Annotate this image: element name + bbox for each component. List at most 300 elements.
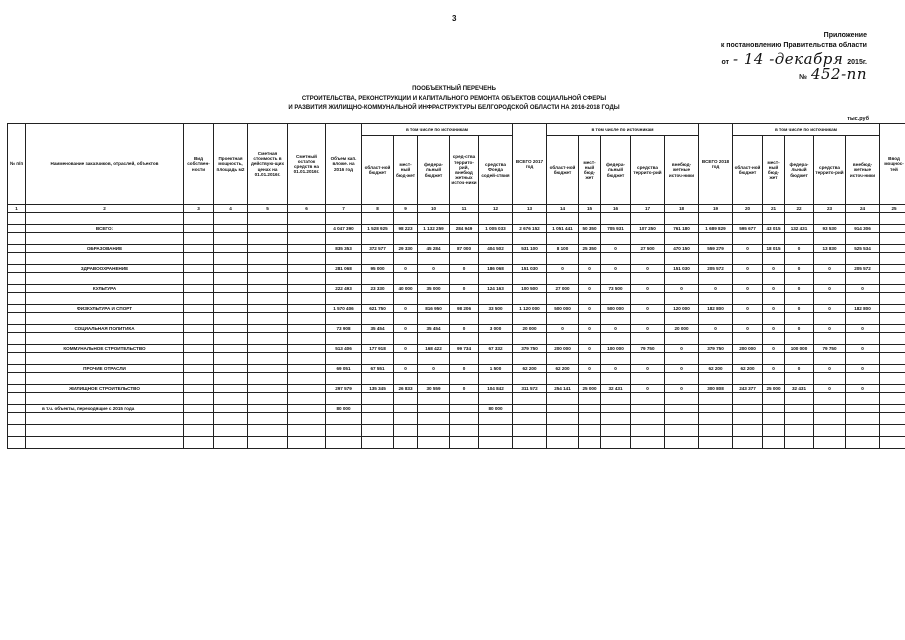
value-cell-col-21: 25 000: [763, 385, 785, 393]
header-ownership: Вид собствен-ности: [184, 124, 214, 205]
value-cell-col-9: 0: [394, 345, 418, 353]
empty-cell: [26, 393, 184, 405]
value-cell-col-23: 0: [814, 325, 846, 333]
ownership-cell: [184, 385, 214, 393]
empty-cell: [26, 313, 184, 325]
value-cell-col-14: 0: [547, 325, 579, 333]
ownership-cell: [184, 285, 214, 293]
empty-cell: [785, 353, 814, 365]
value-cell-col-7: 835 353: [326, 245, 362, 253]
empty-cell: [846, 393, 880, 405]
value-cell-col-16: 100 000: [601, 345, 631, 353]
value-cell-col-7: 513 406: [326, 345, 362, 353]
empty-cell: [394, 393, 418, 405]
value-cell-col-15: 50 350: [579, 225, 601, 233]
empty-cell: [665, 253, 699, 265]
table-row: [8, 285, 905, 293]
empty-cell: [631, 437, 665, 449]
ownership-cell: [184, 325, 214, 333]
empty-cell: [326, 213, 362, 225]
column-number: 9: [394, 205, 418, 213]
value-cell-col-24: 0: [846, 365, 880, 373]
value-cell-col-14: 200 000: [547, 345, 579, 353]
empty-cell: [699, 353, 733, 365]
column-number: 21: [763, 205, 785, 213]
empty-cell: [26, 353, 184, 365]
value-cell-col-6: [288, 265, 326, 273]
empty-cell: [394, 293, 418, 305]
value-cell-col-20: 0: [733, 325, 763, 333]
empty-cell: [362, 333, 394, 345]
value-cell-col-18: 151 030: [665, 265, 699, 273]
empty-cell: [26, 437, 184, 449]
value-cell-col-12: 3 000: [479, 325, 513, 333]
empty-cell: [601, 293, 631, 305]
value-cell-col-16: 0: [601, 265, 631, 273]
value-cell-col-11: 0: [450, 385, 479, 393]
value-cell-col-12: 67 332: [479, 345, 513, 353]
header-src-2018: внебюд-жетные источ-ники: [846, 136, 880, 205]
empty-cell: [665, 437, 699, 449]
value-cell-col-22: 0: [785, 285, 814, 293]
empty-cell: [579, 413, 601, 425]
value-cell-col-18: [665, 405, 699, 413]
value-cell-col-25: [880, 365, 905, 373]
value-cell-col-5: [248, 385, 288, 393]
empty-cell: [785, 425, 814, 437]
value-cell-col-21: [763, 405, 785, 413]
empty-cell: [326, 273, 362, 285]
empty-cell: [699, 293, 733, 305]
value-cell-col-25: [880, 245, 905, 253]
empty-cell: [699, 253, 733, 265]
value-cell-col-23: 0: [814, 365, 846, 373]
empty-cell: [785, 413, 814, 425]
column-number: 25: [880, 205, 905, 213]
value-cell-col-8: 135 345: [362, 385, 394, 393]
document-subtitle-line-2: И РАЗВИТИЯ ЖИЛИЩНО-КОММУНАЛЬНОЙ ИНФРАСТРУКТУРЫ БЕЛГОРОДСКОЙ ОБЛАСТИ НА 2016-2018 ГОДЫ: [288, 104, 620, 111]
value-cell-col-12: 186 068: [479, 265, 513, 273]
empty-cell: [579, 437, 601, 449]
empty-cell: [8, 437, 26, 449]
empty-cell: [513, 333, 547, 345]
value-cell-col-5: [248, 325, 288, 333]
empty-cell: [394, 437, 418, 449]
table-row: [8, 325, 905, 333]
empty-cell: [785, 233, 814, 245]
header-src-2016: средства Фонда содей-ствия: [479, 136, 513, 205]
empty-cell: [450, 425, 479, 437]
header-src-2016: мест-ный бюд-жет: [394, 136, 418, 205]
value-cell-col-20: 0: [733, 245, 763, 253]
value-cell-col-22: 0: [785, 305, 814, 313]
empty-cell: [763, 425, 785, 437]
empty-cell: [479, 353, 513, 365]
empty-cell: [763, 233, 785, 245]
table-row: [8, 305, 905, 313]
value-cell-col-5: [248, 345, 288, 353]
empty-cell: [214, 413, 248, 425]
empty-cell: [880, 333, 905, 345]
empty-cell: [450, 393, 479, 405]
header-row-1: [8, 124, 905, 136]
capacity-cell: [214, 325, 248, 333]
empty-cell: [362, 293, 394, 305]
empty-cell: [418, 313, 450, 325]
value-cell-col-22: 100 000: [785, 345, 814, 353]
empty-cell: [880, 253, 905, 265]
value-cell-col-22: 0: [785, 365, 814, 373]
empty-cell: [248, 393, 288, 405]
approval-line-1: Приложение: [823, 32, 867, 39]
empty-cell: [763, 213, 785, 225]
value-cell-col-9: [394, 405, 418, 413]
empty-cell: [665, 373, 699, 385]
value-cell-col-7: 4 047 390: [326, 225, 362, 233]
table-row: [8, 365, 905, 373]
value-cell-col-20: [733, 405, 763, 413]
empty-cell: [362, 437, 394, 449]
value-cell-col-14: [547, 405, 579, 413]
empty-cell: [184, 353, 214, 365]
empty-cell: [479, 413, 513, 425]
empty-cell: [394, 373, 418, 385]
empty-cell: [184, 253, 214, 265]
empty-cell: [579, 253, 601, 265]
empty-cell: [601, 253, 631, 265]
empty-cell: [8, 213, 26, 225]
empty-cell: [394, 425, 418, 437]
value-cell-col-23: 0: [814, 385, 846, 393]
empty-cell: [763, 333, 785, 345]
value-cell-col-12: 1 500: [479, 365, 513, 373]
value-cell-col-15: 0: [579, 325, 601, 333]
value-cell-col-12: 124 163: [479, 285, 513, 293]
empty-cell: [288, 373, 326, 385]
row-name: в т.ч. объекты, переходящие с 2015 года: [26, 405, 184, 413]
value-cell-col-21: 0: [763, 285, 785, 293]
empty-cell: [450, 293, 479, 305]
empty-cell: [184, 333, 214, 345]
empty-cell: [248, 353, 288, 365]
empty-cell: [665, 425, 699, 437]
capacity-cell: [214, 405, 248, 413]
value-cell-col-17: 0: [631, 365, 665, 373]
header-name: Наименование заказчиков, отраслей, объектов: [26, 124, 184, 205]
table-row: [8, 385, 905, 393]
empty-cell: [601, 233, 631, 245]
column-number: 13: [513, 205, 547, 213]
empty-cell: [631, 293, 665, 305]
empty-cell: [880, 293, 905, 305]
row-name: КОММУНАЛЬНОЕ СТРОИТЕЛЬСТВО: [26, 345, 184, 353]
value-cell-col-12: 1 005 033: [479, 225, 513, 233]
empty-cell: [26, 233, 184, 245]
empty-cell: [8, 333, 26, 345]
empty-cell: [26, 413, 184, 425]
header-commissioning: Ввод мощнос-тей: [880, 124, 905, 205]
empty-cell: [547, 253, 579, 265]
empty-cell: [814, 273, 846, 285]
empty-cell: [214, 233, 248, 245]
empty-cell: [547, 333, 579, 345]
empty-cell: [547, 353, 579, 365]
empty-cell: [601, 313, 631, 325]
empty-cell: [418, 333, 450, 345]
empty-cell: [665, 353, 699, 365]
capacity-cell: [214, 365, 248, 373]
value-cell-col-6: [288, 325, 326, 333]
empty-cell: [288, 413, 326, 425]
empty-cell: [184, 313, 214, 325]
value-cell-col-6: [288, 305, 326, 313]
empty-cell: [547, 313, 579, 325]
ownership-cell: [184, 345, 214, 353]
empty-cell: [394, 253, 418, 265]
empty-cell: [733, 233, 763, 245]
value-cell-col-24: 0: [846, 325, 880, 333]
value-cell-col-13: 2 676 152: [513, 225, 547, 233]
empty-cell: [513, 253, 547, 265]
empty-cell: [8, 373, 26, 385]
empty-cell: [248, 373, 288, 385]
value-cell-col-9: 26 833: [394, 385, 418, 393]
row-name: ЗДРАВООХРАНЕНИЕ: [26, 265, 184, 273]
empty-cell: [326, 425, 362, 437]
value-cell-col-22: [785, 405, 814, 413]
empty-cell: [846, 273, 880, 285]
empty-cell: [601, 437, 631, 449]
column-number: 22: [785, 205, 814, 213]
header-total-2018: ВСЕГО 2018 год: [699, 124, 733, 205]
value-cell-col-10: [418, 405, 450, 413]
empty-cell: [733, 313, 763, 325]
empty-row: [8, 233, 905, 245]
row-name: КУЛЬТУРА: [26, 285, 184, 293]
column-number: 18: [665, 205, 699, 213]
empty-cell: [579, 425, 601, 437]
header-remaining: Сметный остаток средств на 01.01.2016г.: [288, 124, 326, 205]
empty-cell: [699, 437, 733, 449]
empty-cell: [326, 437, 362, 449]
approval-number-handwritten: 452-пп: [810, 65, 867, 83]
empty-cell: [184, 425, 214, 437]
empty-cell: [733, 413, 763, 425]
empty-cell: [513, 213, 547, 225]
value-cell-col-13: [513, 405, 547, 413]
empty-cell: [418, 437, 450, 449]
empty-cell: [326, 313, 362, 325]
column-number-row: [8, 205, 905, 213]
value-cell-col-14: 1 051 441: [547, 225, 579, 233]
value-cell-col-19: 62 200: [699, 365, 733, 373]
empty-cell: [631, 413, 665, 425]
header-src-2018: средства террито-рий: [814, 136, 846, 205]
table-row: [8, 405, 905, 413]
value-cell-col-13: 379 750: [513, 345, 547, 353]
empty-cell: [214, 213, 248, 225]
value-cell-col-6: [288, 385, 326, 393]
value-cell-col-20: 595 677: [733, 225, 763, 233]
empty-cell: [479, 273, 513, 285]
value-cell-col-23: 0: [814, 285, 846, 293]
empty-cell: [785, 373, 814, 385]
value-cell-col-16: 0: [601, 325, 631, 333]
header-group-2018: в том числе по источникам: [733, 124, 880, 136]
row-number-cell: [8, 285, 26, 293]
value-cell-col-17: [631, 405, 665, 413]
approval-stamp: [721, 31, 867, 83]
empty-cell: [631, 425, 665, 437]
approval-date-prefix: от: [721, 59, 730, 66]
value-cell-col-5: [248, 225, 288, 233]
header-src-2017: средства террито-рий: [631, 136, 665, 205]
value-cell-col-19: 300 808: [699, 385, 733, 393]
empty-cell: [601, 333, 631, 345]
empty-cell: [288, 437, 326, 449]
empty-cell: [450, 437, 479, 449]
empty-cell: [733, 393, 763, 405]
value-cell-col-22: 0: [785, 245, 814, 253]
row-number-cell: [8, 405, 26, 413]
column-number: 19: [699, 205, 733, 213]
value-cell-col-17: 0: [631, 285, 665, 293]
value-cell-col-18: 0: [665, 365, 699, 373]
value-cell-col-16: 32 431: [601, 385, 631, 393]
empty-row: [8, 293, 905, 305]
empty-cell: [846, 253, 880, 265]
value-cell-col-13: 20 000: [513, 325, 547, 333]
value-cell-col-6: [288, 245, 326, 253]
value-cell-col-23: [814, 405, 846, 413]
empty-cell: [26, 425, 184, 437]
column-number: 11: [450, 205, 479, 213]
empty-cell: [513, 353, 547, 365]
empty-cell: [362, 425, 394, 437]
value-cell-col-15: 25 350: [579, 245, 601, 253]
approval-line-2: к постановлению Правительства области: [720, 42, 867, 49]
empty-cell: [450, 333, 479, 345]
value-cell-col-8: 95 000: [362, 265, 394, 273]
empty-cell: [214, 293, 248, 305]
column-number: 10: [418, 205, 450, 213]
empty-cell: [26, 293, 184, 305]
empty-cell: [814, 425, 846, 437]
empty-row: [8, 425, 905, 437]
ownership-cell: [184, 365, 214, 373]
empty-cell: [631, 273, 665, 285]
value-cell-col-7: 73 908: [326, 325, 362, 333]
row-name: ФИЗКУЛЬТУРА И СПОРТ: [26, 305, 184, 313]
row-number-cell: [8, 365, 26, 373]
empty-cell: [479, 437, 513, 449]
value-cell-col-10: 0: [418, 265, 450, 273]
value-cell-col-16: 705 931: [601, 225, 631, 233]
value-cell-col-10: 0: [418, 365, 450, 373]
empty-cell: [579, 373, 601, 385]
empty-cell: [665, 213, 699, 225]
document-title: ПООБЪЕКТНЫЙ ПЕРЕЧЕНЬ: [412, 86, 496, 92]
empty-cell: [513, 313, 547, 325]
empty-cell: [880, 213, 905, 225]
value-cell-col-24: [846, 405, 880, 413]
value-cell-col-9: 0: [394, 325, 418, 333]
empty-cell: [326, 253, 362, 265]
empty-cell: [479, 313, 513, 325]
capacity-cell: [214, 345, 248, 353]
value-cell-col-10: 30 559: [418, 385, 450, 393]
empty-cell: [214, 425, 248, 437]
value-cell-col-12: 404 502: [479, 245, 513, 253]
empty-row: [8, 437, 905, 449]
value-cell-col-6: [288, 225, 326, 233]
value-cell-col-13: 311 572: [513, 385, 547, 393]
empty-cell: [513, 437, 547, 449]
header-src-2017: федера-льный бюджет: [601, 136, 631, 205]
value-cell-col-14: 0: [547, 265, 579, 273]
column-number: 14: [547, 205, 579, 213]
header-src-2017: област-ной бюджет: [547, 136, 579, 205]
empty-cell: [579, 393, 601, 405]
value-cell-col-17: 107 250: [631, 225, 665, 233]
row-name: ЖИЛИЩНОЕ СТРОИТЕЛЬСТВО: [26, 385, 184, 393]
empty-cell: [814, 313, 846, 325]
empty-cell: [479, 425, 513, 437]
row-name: ВСЕГО:: [26, 225, 184, 233]
value-cell-col-8: 372 577: [362, 245, 394, 253]
capacity-cell: [214, 225, 248, 233]
empty-cell: [248, 413, 288, 425]
column-number: 1: [8, 205, 26, 213]
value-cell-col-15: 0: [579, 285, 601, 293]
empty-cell: [814, 293, 846, 305]
empty-cell: [814, 393, 846, 405]
empty-cell: [326, 393, 362, 405]
empty-cell: [248, 233, 288, 245]
empty-cell: [288, 293, 326, 305]
empty-cell: [184, 213, 214, 225]
empty-cell: [362, 233, 394, 245]
empty-cell: [601, 213, 631, 225]
empty-cell: [880, 373, 905, 385]
value-cell-col-17: 0: [631, 325, 665, 333]
empty-cell: [479, 253, 513, 265]
empty-cell: [763, 313, 785, 325]
empty-cell: [733, 333, 763, 345]
empty-cell: [733, 213, 763, 225]
empty-cell: [450, 373, 479, 385]
empty-cell: [513, 293, 547, 305]
empty-cell: [579, 353, 601, 365]
capacity-cell: [214, 245, 248, 253]
empty-cell: [214, 437, 248, 449]
empty-cell: [733, 253, 763, 265]
empty-cell: [547, 393, 579, 405]
empty-row: [8, 413, 905, 425]
empty-cell: [8, 393, 26, 405]
empty-cell: [699, 373, 733, 385]
value-cell-col-10: 816 950: [418, 305, 450, 313]
empty-cell: [418, 353, 450, 365]
empty-cell: [479, 373, 513, 385]
empty-cell: [8, 353, 26, 365]
empty-cell: [631, 253, 665, 265]
value-cell-col-8: 177 918: [362, 345, 394, 353]
value-cell-col-18: 761 180: [665, 225, 699, 233]
table-row: [8, 225, 905, 233]
value-cell-col-9: 29 330: [394, 245, 418, 253]
value-cell-col-20: 243 377: [733, 385, 763, 393]
